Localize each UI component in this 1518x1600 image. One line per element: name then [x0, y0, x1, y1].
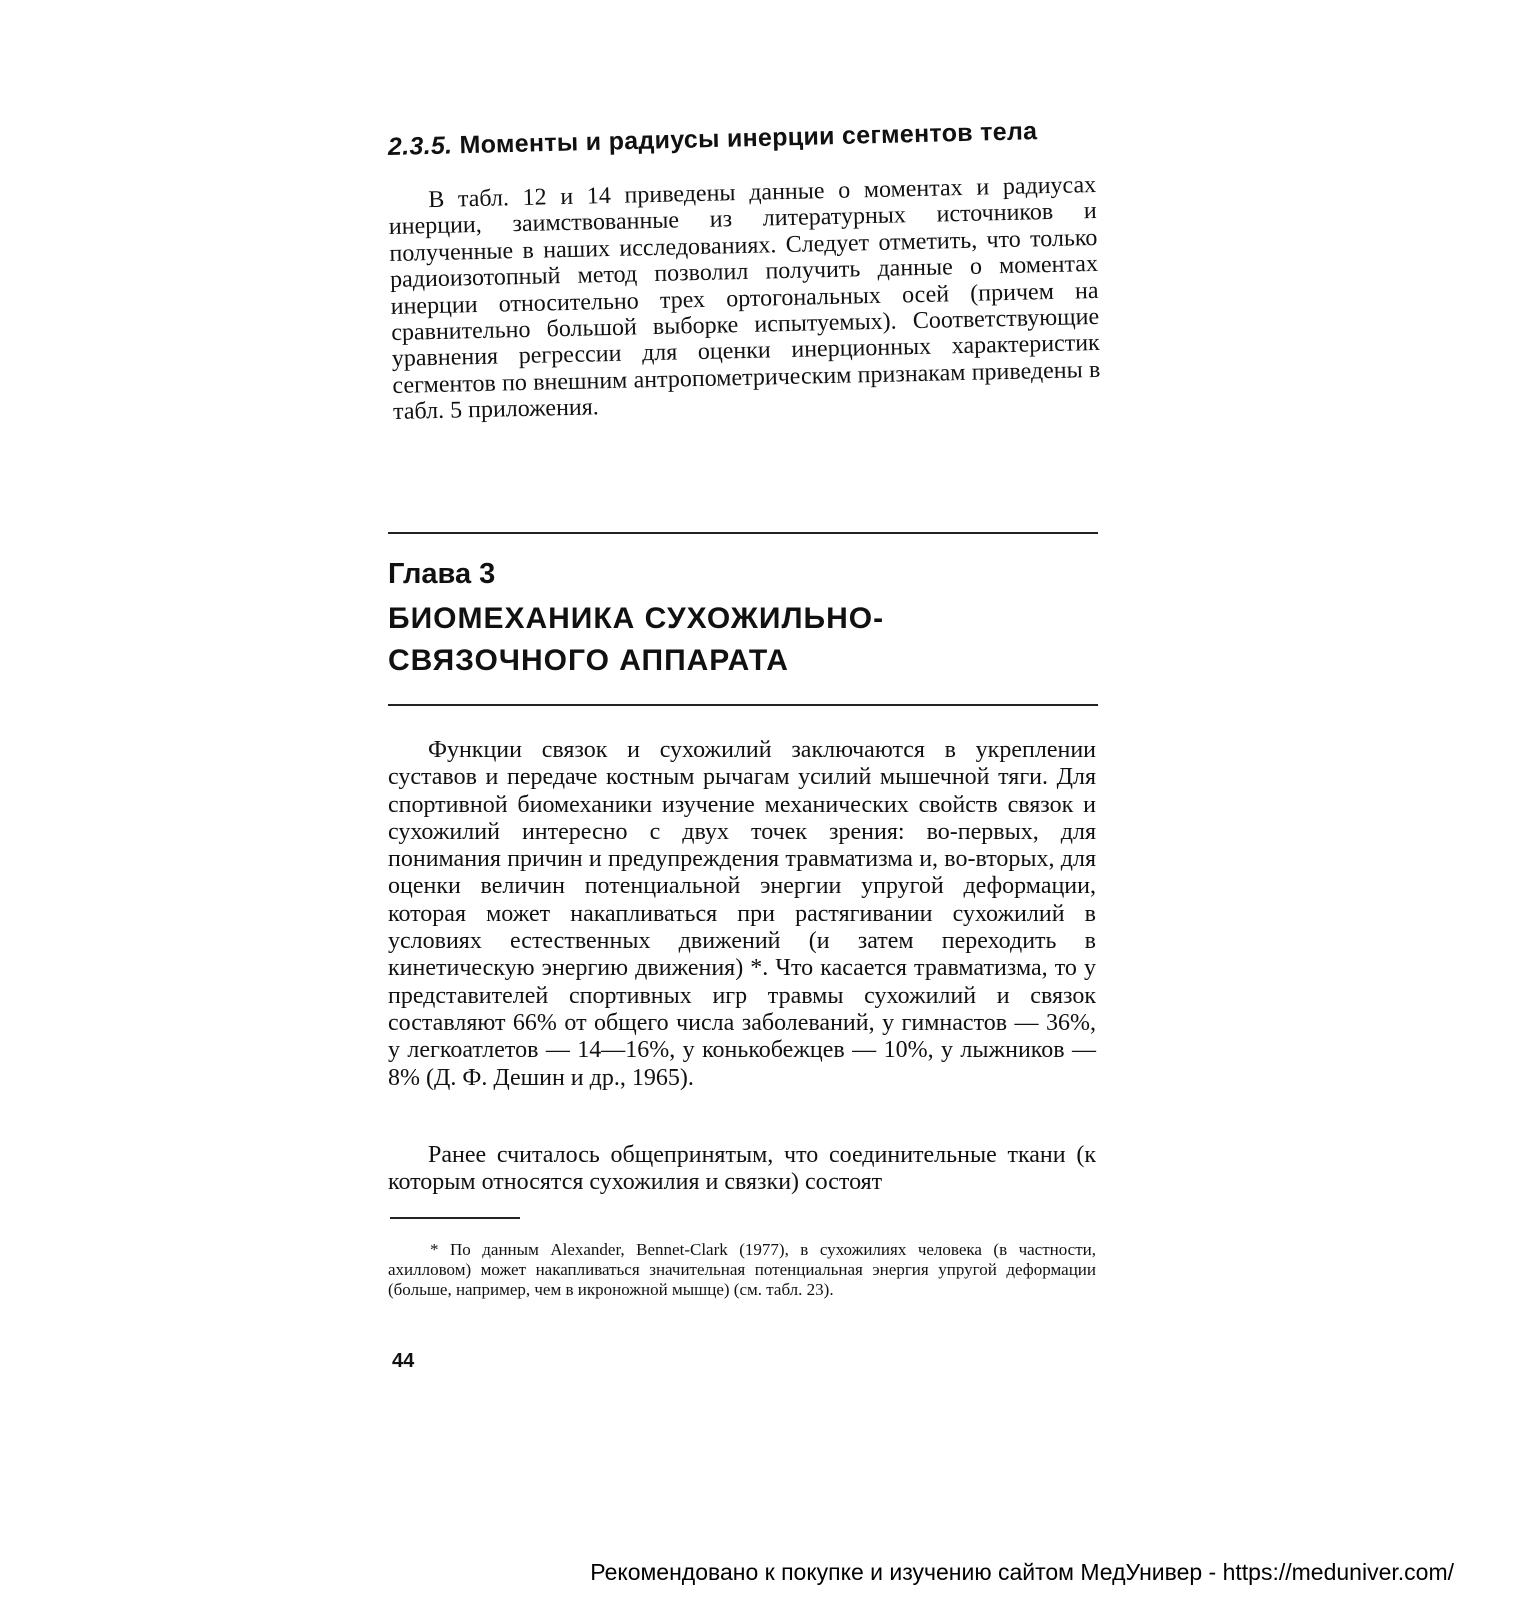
footnote-rule — [390, 1217, 520, 1219]
chapter-top-rule — [388, 532, 1098, 534]
chapter-title-line2: СВЯЗОЧНОГО АППАРАТА — [388, 644, 789, 677]
body-paragraph-2: Ранее считалось общепринятым, что соединительные ткани (к которым относятся сухожилия и связки) состоят — [388, 1142, 1096, 1195]
footnote: * По данным Alexander, Bennet-Clark (1977), в сухожилиях человека (в частности, ахилловом) может накапливаться значительная потенциальная энергия упругой деформации (больше, например, чем в икроножной мышце) (см. табл. 23). — [388, 1240, 1096, 1299]
section-heading — [388, 115, 1108, 162]
chapter-label: Глава 3 — [388, 558, 496, 590]
watermark-text: Рекомендовано к покупке и изучению сайтом МедУнивер - https://meduniver.com/ — [590, 1559, 1454, 1585]
chapter-bottom-rule — [388, 704, 1098, 706]
section-title: Моменты и радиусы инерции сегментов тела — [459, 117, 1038, 160]
chapter-title-line1: БИОМЕХАНИКА СУХОЖИЛЬНО- — [388, 602, 885, 635]
section-paragraph: В табл. 12 и 14 приведены данные о моментах и радиусах инерции, заимствованные из литературных источников и полученные в наших исследованиях. Следует отметить, что только радиоизотопный метод позволил получить данные о моментах инерции относительно трех ортогональных осей (причем на сравнительно большой выборке испытуемых). Соответствующие уравнения регрессии для оценки инерционных характеристик сегментов по внешним антропометрическим признакам приведены в табл. 5 приложения. — [388, 171, 1101, 426]
section-number: 2.3.5. — [387, 131, 453, 161]
page-number: 44 — [392, 1350, 415, 1372]
chapter-title — [388, 598, 1108, 682]
body-paragraph-1: Функции связок и сухожилий заключаются в укреплении суставов и передаче костным рычагам усилий мышечной тяги. Для спортивной биомеханики изучение механических свойств связок и сухожилий интересно с двух точек зрения: во-первых, для понимания причин и предупреждения травматизма и, во-вторых, для оценки величин потенциальной энергии упругой деформации, которая может накапливаться при растягивании сухожилий в условиях естественных движений (и затем переходить в кинетическую энергию движения) *. Что касается травматизма, то у представителей спортивных игр травмы сухожилий и связок составляют 66% от общего числа заболеваний, у гимнастов — 36%, у легкоатлетов — 14—16%, у конькобежцев — 10%, у лыжников — 8% (Д. Ф. Дешин и др., 1965). — [388, 737, 1096, 1091]
